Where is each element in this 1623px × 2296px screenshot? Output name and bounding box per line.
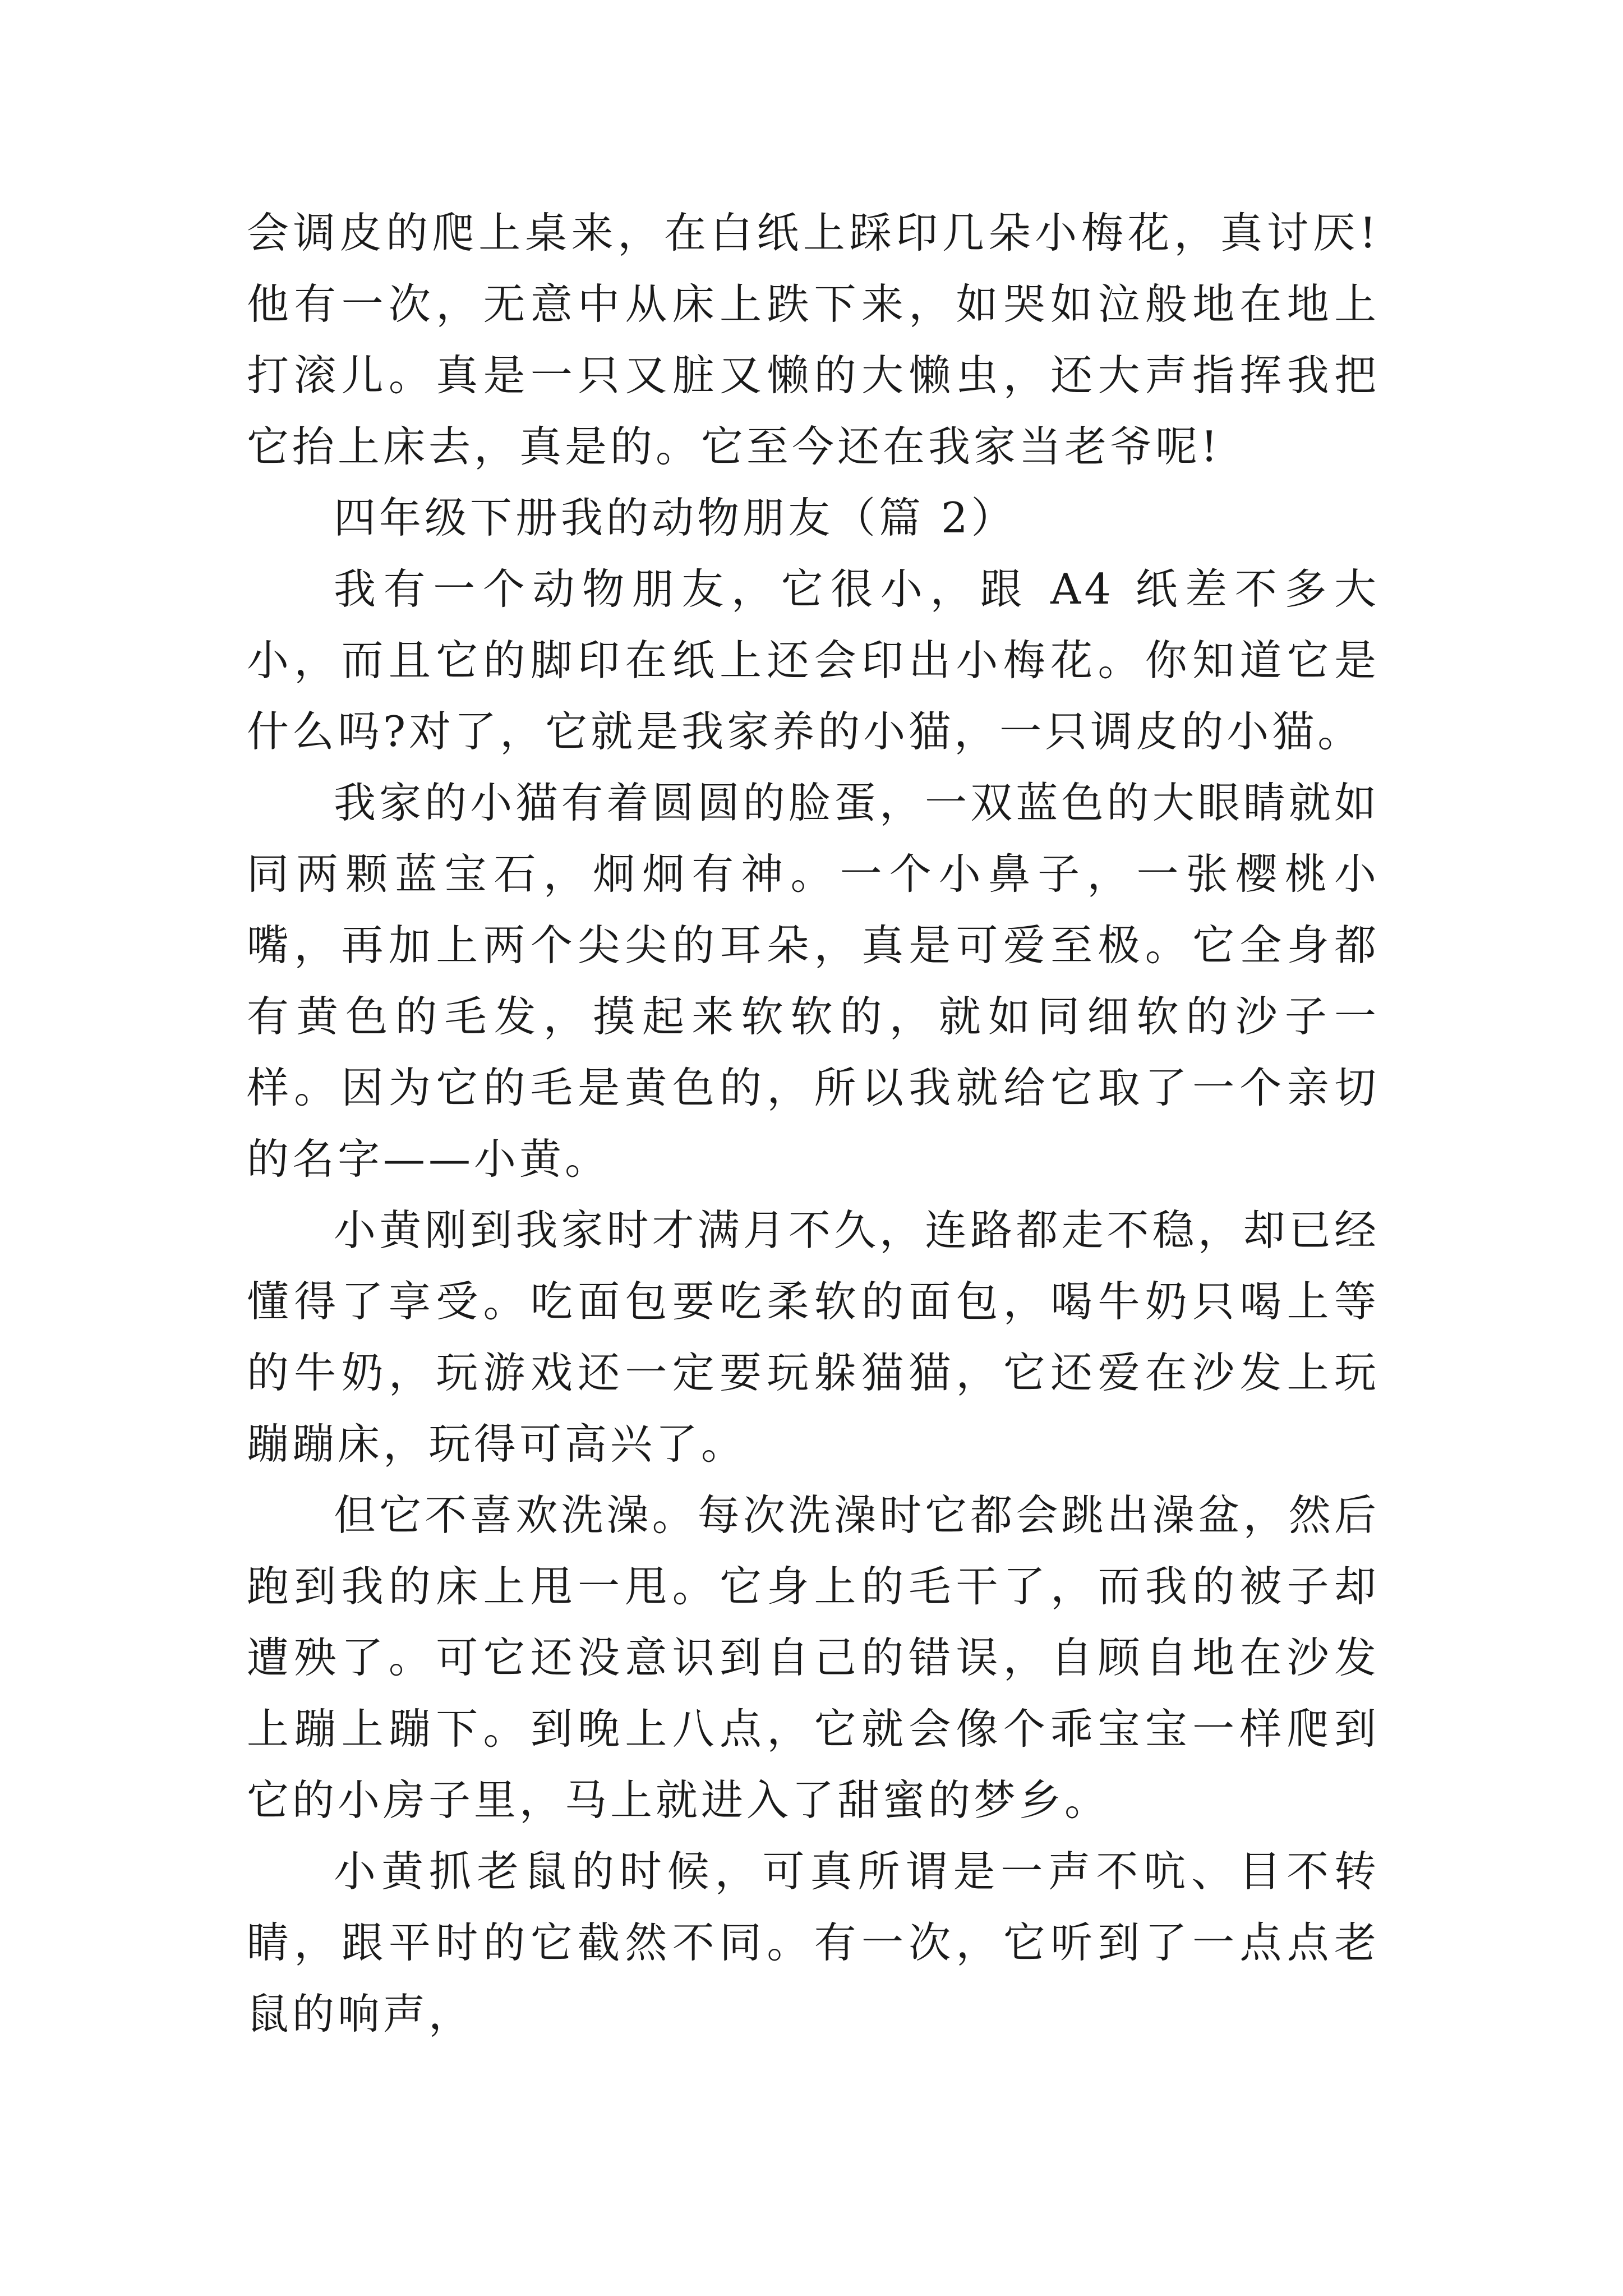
continuation-paragraph: 会调皮的爬上桌来，在白纸上踩印几朵小梅花，真讨厌!他有一次，无意中从床上跌下来，如哭如泣般地在地上打滚儿。真是一只又脏又懒的大懒虫，还大声指挥我把它抬上床去，真是的。它至今还在我家当老爷呢! <box>247 208 1380 471</box>
section-heading: 四年级下册我的动物朋友（篇 2） <box>334 493 1017 542</box>
paragraph-5: 小黄抓老鼠的时候，可真所谓是一声不吭、目不转睛，跟平时的它截然不同。有一次，它听到了一点点老鼠的响声， <box>247 1847 1380 2039</box>
paragraph-4: 但它不喜欢洗澡。每次洗澡时它都会跳出澡盆，然后跑到我的床上甩一甩。它身上的毛干了，而我的被子却遭殃了。可它还没意识到自己的错误，自顾自地在沙发上蹦上蹦下。到晚上八点，它就会像个乖宝宝一样爬到它的小房子里，马上就进入了甜蜜的梦乡。 <box>247 1490 1380 1825</box>
paragraph-3: 小黄刚到我家时才满月不久，连路都走不稳，却已经懂得了享受。吃面包要吃柔软的面包，喝牛奶只喝上等的牛奶，玩游戏还一定要玩躲猫猫，它还爱在沙发上玩蹦蹦床，玩得可高兴了。 <box>247 1205 1380 1469</box>
paragraph-1: 我有一个动物朋友，它很小，跟 A4 纸差不多大小，而且它的脚印在纸上还会印出小梅花。你知道它是什么吗?对了，它就是我家养的小猫，一只调皮的小猫。 <box>247 564 1380 756</box>
paragraph-2: 我家的小猫有着圆圆的脸蛋，一双蓝色的大眼睛就如同两颗蓝宝石，炯炯有神。一个小鼻子，一张樱桃小嘴，再加上两个尖尖的耳朵，真是可爱至极。它全身都有黄色的毛发，摸起来软软的，就如同细软的沙子一样。因为它的毛是黄色的，所以我就给它取了一个亲切的名字——小黄。 <box>247 778 1380 1184</box>
document-body <box>247 197 1380 2050</box>
